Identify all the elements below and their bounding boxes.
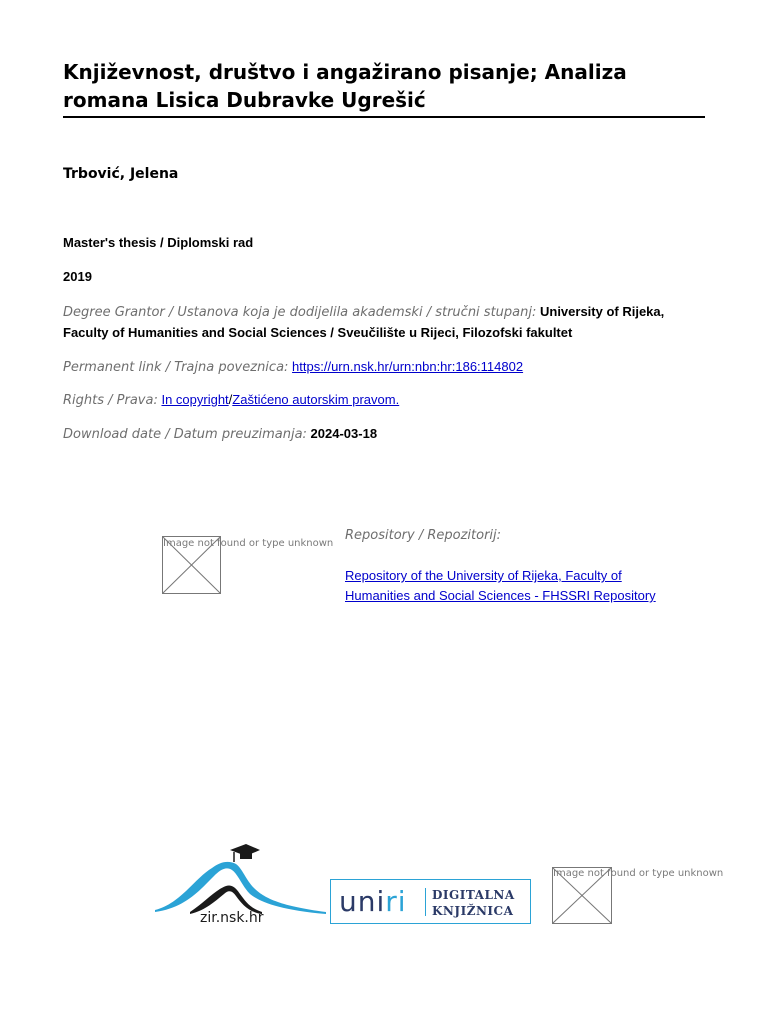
- uniri-wordmark-part2: ri: [385, 885, 407, 918]
- copyright-protected-link[interactable]: Zaštićeno autorskim pravom.: [232, 392, 400, 407]
- rights-separator: /: [228, 392, 233, 407]
- uniri-separator: [425, 888, 426, 916]
- publication-year: 2019: [63, 269, 92, 284]
- digital-library-line2: KNJIŽNICA: [432, 904, 514, 918]
- rights-row: [63, 390, 713, 411]
- permanent-link-label: Permanent link / Trajna poveznica:: [63, 360, 289, 375]
- repository-link[interactable]: Repository of the University of Rijeka, Faculty of Humanities and Social Sciences - FHSSRI Repository: [345, 568, 656, 603]
- uniri-digital-library-logo: [330, 879, 531, 924]
- in-copyright-link[interactable]: In copyright: [161, 392, 229, 407]
- download-date-label: Download date / Datum preuzimanja:: [63, 427, 307, 442]
- degree-grantor-value: University of Rijeka, Faculty of Humanities and Social Sciences / Sveučilište u Rijeci, Filozofski fakultet: [63, 304, 665, 340]
- degree-grantor-row: [63, 302, 713, 343]
- repository-label: Repository / Repozitorij:: [345, 528, 502, 543]
- download-date-value: 2024-03-18: [310, 426, 378, 441]
- digital-library-line1: DIGITALNA: [432, 888, 515, 902]
- zir-logo-text: zir.nsk.hr: [200, 910, 264, 926]
- rights-label: Rights / Prava:: [63, 393, 158, 408]
- download-date-row: [63, 424, 713, 445]
- document-title: Književnost, društvo i angažirano pisanje; Analiza romana Lisica Dubravke Ugrešić: [63, 60, 627, 112]
- permanent-link-row: [63, 357, 713, 378]
- uniri-wordmark-part1: uni: [339, 885, 386, 918]
- author-name: Trbović, Jelena: [63, 166, 179, 182]
- broken-image-text-2: Image not found or type unknown: [553, 868, 724, 879]
- permanent-link[interactable]: https://urn.nsk.hr/urn:nbn:hr:186:114802: [292, 359, 524, 374]
- broken-image-text: Image not found or type unknown: [163, 538, 334, 549]
- degree-grantor-label: Degree Grantor / Ustanova koja je dodijelila akademski / stručni stupanj:: [63, 305, 537, 320]
- uniri-wordmark: [339, 885, 407, 918]
- title-divider: [63, 116, 705, 118]
- digital-library-label: [432, 887, 515, 919]
- thesis-type: Master's thesis / Diplomski rad: [63, 235, 254, 250]
